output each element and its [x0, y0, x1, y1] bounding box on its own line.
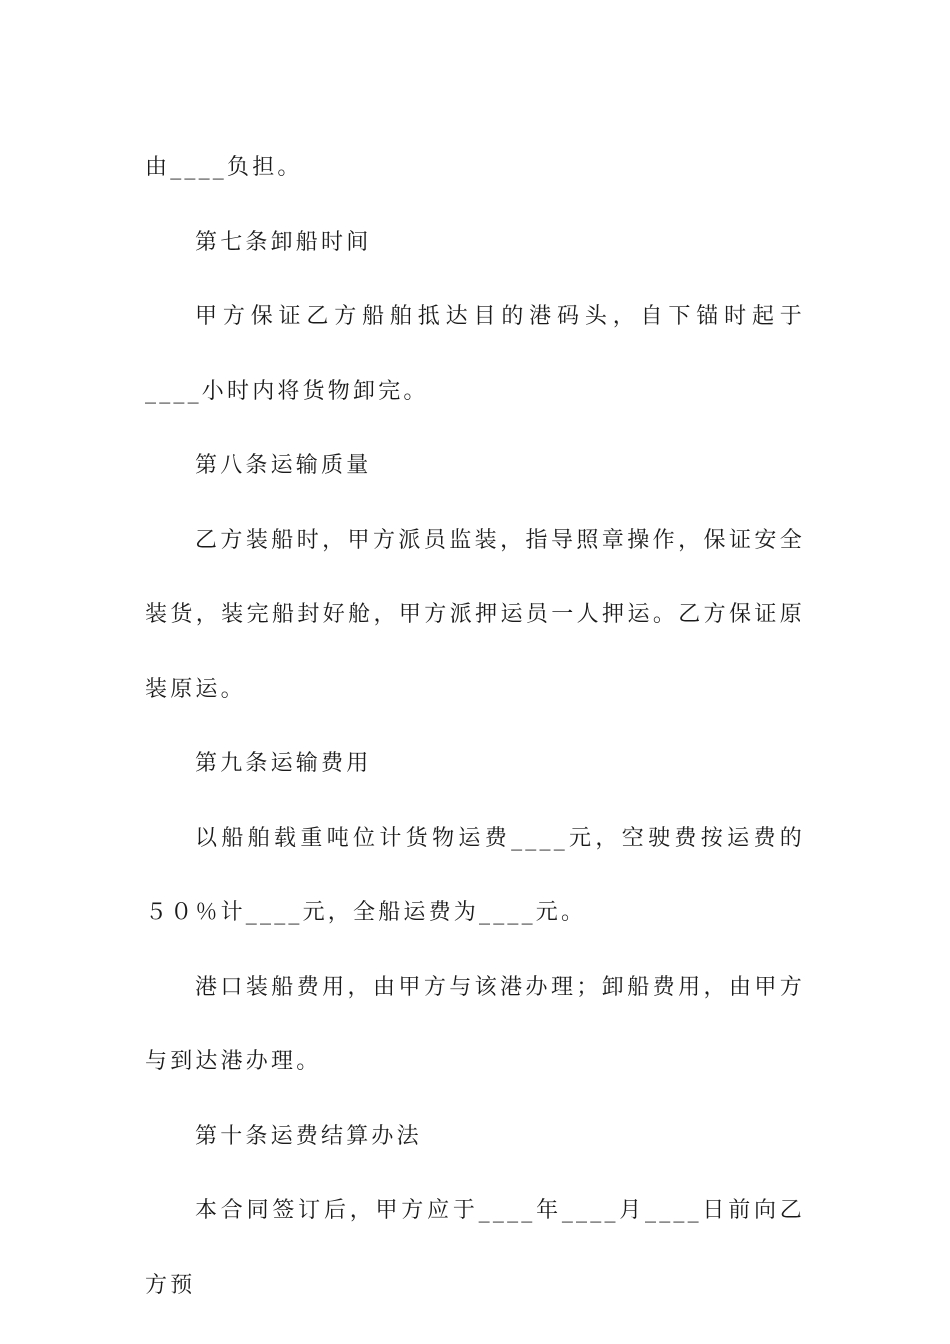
article-9-paragraph-1: 以船舶载重吨位计货物运费____元，空驶费按运费的５０％计____元，全船运费为____元。	[145, 825, 805, 925]
article-9-paragraph-2: 港口装船费用，由甲方与该港办理；卸船费用，由甲方与到达港办理。	[145, 974, 805, 1074]
article-9-heading: 第九条运输费用	[195, 751, 372, 776]
article-7-heading: 第七条卸船时间	[195, 229, 372, 255]
paragraph-continuation: 由____负担。	[145, 155, 303, 180]
article-8-paragraph: 乙方装船时，甲方派员监装，指导照章操作，保证安全装货，装完船封好舱，甲方派押运员一人押运。乙方保证原装原运。	[145, 527, 805, 702]
article-10-paragraph: 本合同签订后，甲方应于____年____月____日前向乙方预	[145, 1198, 805, 1298]
article-8-heading: 第八条运输质量	[195, 453, 372, 478]
article-7-paragraph: 甲方保证乙方船舶抵达目的港码头，自下锚时起于____小时内将货物卸完。	[145, 304, 805, 404]
article-10-heading: 第十条运费结算办法	[195, 1123, 422, 1149]
document-body	[145, 131, 805, 1323]
